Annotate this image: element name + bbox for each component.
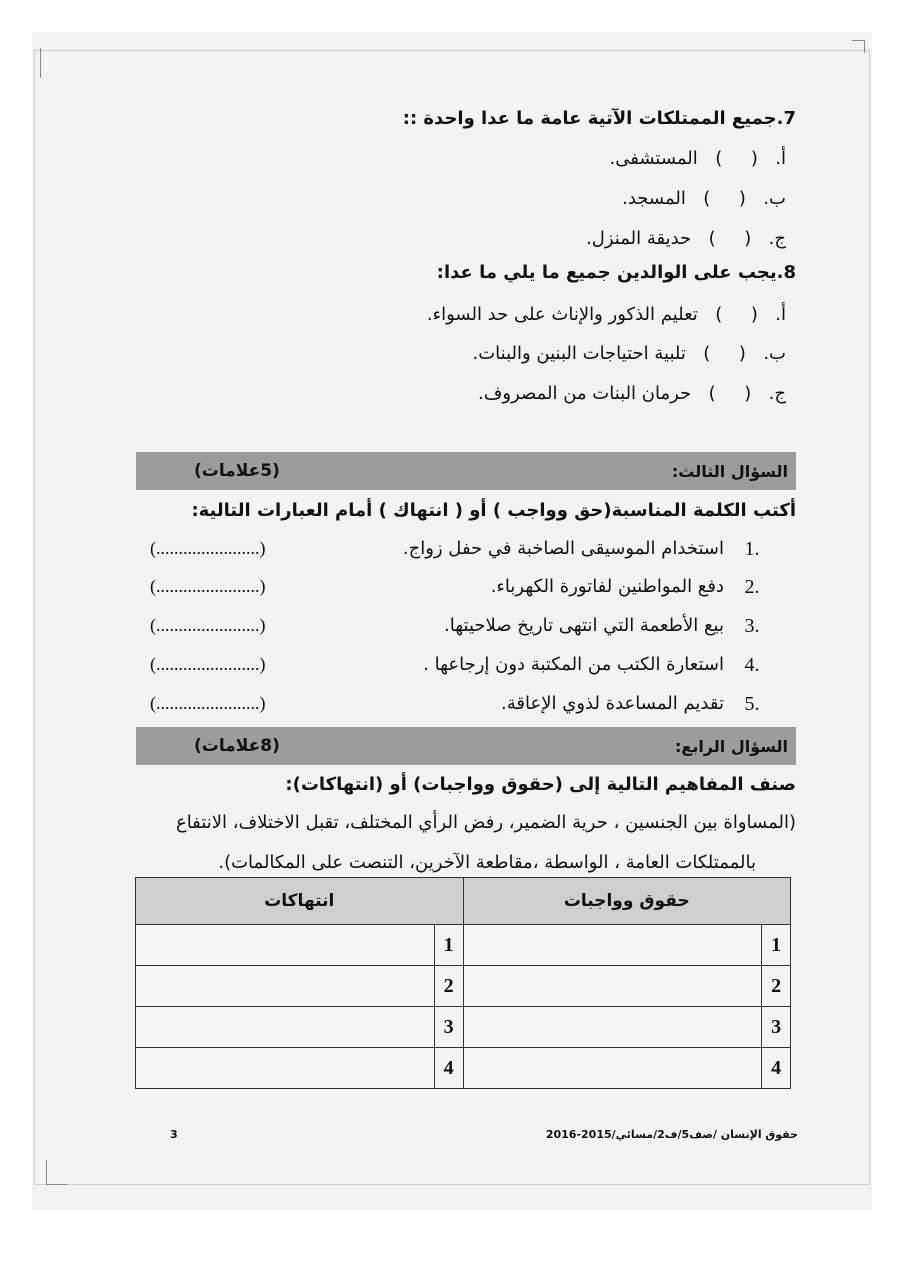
answer-blank[interactable]: (.......................) [150, 538, 266, 558]
rights-cell[interactable] [463, 925, 762, 966]
q7-option-a[interactable] [610, 148, 786, 169]
answer-parentheses: ( ) [703, 343, 746, 364]
rights-cell[interactable] [463, 1048, 762, 1089]
section-4-title: السؤال الرابع: [674, 736, 788, 756]
table-row [136, 1048, 791, 1089]
column-rights-header: حقوق وواجبات [463, 878, 790, 925]
s3-item-3 [150, 615, 780, 638]
option-text: تعليم الذكور والإناث على حد السواء. [426, 304, 698, 325]
q8-option-b[interactable] [473, 343, 787, 364]
answer-parentheses: ( ) [715, 304, 758, 325]
section-3-title: السؤال الثالث: [671, 461, 788, 481]
item-number: .3 [744, 615, 760, 637]
item-text: دفع المواطنين لفاتورة الكهرباء. [490, 576, 724, 597]
answer-parentheses: ( ) [708, 383, 752, 404]
q7-option-b[interactable] [622, 188, 786, 209]
concepts-line-2: بالممتلكات العامة ، الواسطة ،مقاطعة الآخرين، التنصت على المكالمات). [218, 852, 756, 873]
item-number: .1 [744, 538, 760, 560]
option-text: تلبية احتياجات البنين والبنات. [472, 343, 686, 364]
option-letter: أ. [775, 148, 786, 169]
row-number: 2 [762, 966, 791, 1007]
q7-option-c[interactable] [586, 228, 786, 249]
option-letter: ب. [763, 188, 786, 209]
violations-cell[interactable] [136, 1048, 435, 1089]
row-number: 4 [434, 1048, 463, 1089]
page-number: 3 [170, 1128, 178, 1141]
crop-mark-top-right [852, 40, 865, 53]
footer-course-info: حقوق الإنسان /صف5/ف2/مسائي/2015-2016 [545, 1128, 798, 1141]
row-number: 4 [762, 1048, 791, 1089]
answer-blank[interactable]: (.......................) [150, 693, 266, 713]
page-footer [136, 1128, 798, 1141]
table-header-row [136, 878, 791, 925]
option-text: حرمان البنات من المصروف. [477, 383, 692, 404]
answer-parentheses: ( ) [708, 228, 752, 249]
violations-cell[interactable] [136, 925, 435, 966]
option-text: المسجد. [622, 188, 686, 209]
answer-blank[interactable]: (.......................) [150, 654, 266, 674]
item-number: .4 [744, 654, 760, 676]
option-text: حديقة المنزل. [586, 228, 692, 249]
section-3-instruction: أكتب الكلمة المناسبة(حق وواجب ) أو ( انتهاك ) أمام العبارات التالية: [191, 500, 796, 521]
q8-option-a[interactable] [427, 304, 786, 325]
crop-mark-bottom-left [46, 1160, 67, 1185]
rights-cell[interactable] [463, 966, 762, 1007]
row-number: 1 [434, 925, 463, 966]
option-letter: ب. [763, 343, 786, 364]
table-row [136, 925, 791, 966]
option-letter: ج. [768, 228, 786, 249]
s3-item-1 [150, 538, 780, 561]
option-letter: ج. [768, 383, 786, 404]
question-7-title: 7.جميع الممتلكات الآتية عامة ما عدا واحدة :: [402, 108, 796, 129]
s3-item-2 [150, 576, 780, 599]
answer-blank[interactable]: (.......................) [150, 615, 266, 635]
rights-cell[interactable] [463, 1007, 762, 1048]
answer-blank[interactable]: (.......................) [150, 576, 266, 596]
s3-item-5 [150, 693, 780, 716]
table-row [136, 966, 791, 1007]
concepts-line-1: (المساواة بين الجنسين ، حرية الضمير، رفض الرأي المختلف، تقبل الاختلاف، الانتفاع [175, 812, 796, 833]
section-3-marks: (5علامات) [194, 461, 280, 481]
answer-parentheses: ( ) [715, 148, 758, 169]
s3-item-4 [150, 654, 780, 677]
q8-option-c[interactable] [478, 383, 786, 404]
classification-table [135, 877, 791, 1089]
table-row [136, 1007, 791, 1048]
item-text: تقديم المساعدة لذوي الإعاقة. [501, 693, 724, 714]
question-8-title: 8.يجب على الوالدين جميع ما يلي ما عدا: [436, 262, 796, 283]
item-number: .5 [744, 693, 760, 715]
item-text: بيع الأطعمة التي انتهى تاريخ صلاحيتها. [444, 615, 724, 636]
row-number: 2 [434, 966, 463, 1007]
section-4-marks: (8علامات) [194, 736, 280, 756]
section-3-header [136, 452, 796, 490]
column-violations-header: انتهاكات [136, 878, 464, 925]
section-4-instruction: صنف المفاهيم التالية إلى (حقوق وواجبات) أو (انتهاكات): [285, 774, 796, 795]
crop-mark-top-left [40, 48, 53, 78]
violations-cell[interactable] [136, 966, 435, 1007]
violations-cell[interactable] [136, 1007, 435, 1048]
item-number: .2 [744, 576, 760, 598]
row-number: 3 [762, 1007, 791, 1048]
item-text: استعارة الكتب من المكتبة دون إرجاعها . [423, 654, 724, 675]
option-letter: أ. [775, 304, 786, 325]
answer-parentheses: ( ) [703, 188, 746, 209]
option-text: المستشفى. [609, 148, 698, 169]
row-number: 1 [762, 925, 791, 966]
item-text: استخدام الموسيقى الصاخبة في حفل زواج. [402, 538, 724, 559]
row-number: 3 [434, 1007, 463, 1048]
section-4-header [136, 727, 796, 765]
